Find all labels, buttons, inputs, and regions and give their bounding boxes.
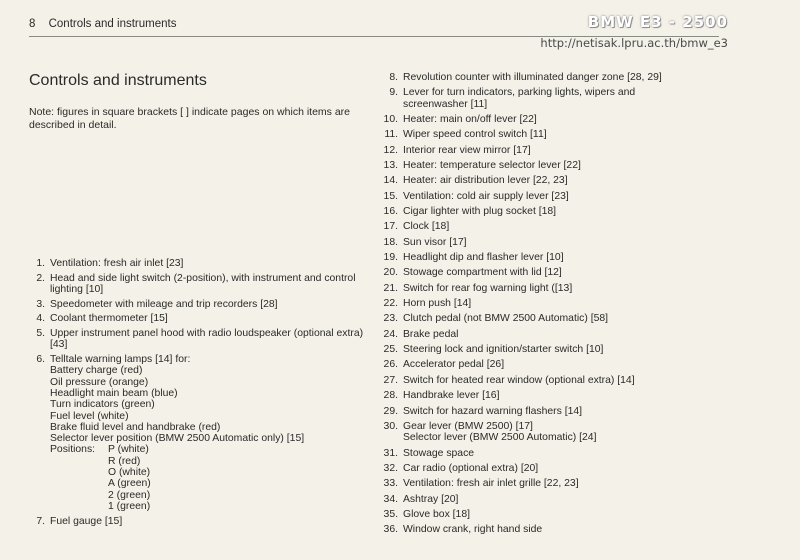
page-title: Controls and instruments — [29, 72, 207, 89]
list-item: 22. Horn push [14] — [383, 298, 472, 310]
list-item: 1. Ventilation: fresh air inlet [23] — [36, 258, 184, 269]
telltale-line: Turn indicators (green) — [50, 399, 155, 411]
page-number: 8 — [29, 18, 36, 30]
telltale-heading: Telltale warning lamps [14] for: — [50, 354, 191, 366]
note-text: Note: figures in square brackets [ ] indicate pages on which items are described in detail. — [29, 106, 350, 131]
list-item: 3. Speedometer with mileage and trip recorders [28] — [36, 298, 278, 310]
right-item-list — [382, 72, 682, 540]
watermark-brand: BMW E3 - 2500 — [587, 13, 728, 31]
telltale-line: Headlight main beam (blue) — [50, 387, 178, 399]
list-item: 5. Upper instrument panel hood with radio loudspeaker (optional extra) [43] — [36, 328, 364, 351]
left-item-list — [29, 258, 369, 530]
telltale-line: Selector lever position (BMW 2500 Automatic only) [15] — [50, 433, 305, 445]
position-value: O (white) — [108, 467, 151, 478]
telltale-line: Brake fluid level and handbrake (red) — [50, 421, 221, 433]
list-item: 2. Head and side light switch (2-position), with instrument and control lighting [10] — [36, 272, 356, 295]
list-item: 15. Ventilation: cold air supply lever [23] — [383, 190, 569, 202]
list-item: 28. Handbrake lever [16] — [383, 390, 500, 402]
list-item: 8. Revolution counter with illuminated danger zone [28, 29] — [389, 72, 662, 83]
telltale-item: 6. Telltale warning lamps [14] for: Battery charge (red) Oil pressure (orange) Headlight main beam (blue) Turn indicators (green) Fuel level (white) Brake fluid level and handbrake (red) Selector lever position (BMW 2500 Automatic only) [15] Positions: P (white) R (red) O (white) A (green) 2 (green) 1 (green) — [29, 354, 369, 512]
list-item: 17. Clock [18] — [383, 221, 450, 233]
list-item: 12. Interior rear view mirror [17] — [383, 144, 531, 156]
list-item: 14. Heater: air distribution lever [22, 23] — [383, 175, 568, 187]
list-item: 7. Fuel gauge [15] — [36, 515, 123, 527]
gear-item: 30. Gear lever (BMW 2500) [17] Selector lever (BMW 2500 Automatic) [24] — [383, 420, 597, 444]
position-value: A (green) — [108, 478, 151, 490]
telltale-line: Fuel level (white) — [50, 410, 129, 422]
list-item: 25. Steering lock and ignition/starter switch [10] — [383, 344, 604, 356]
list-item: 34. Ashtray [20] — [383, 493, 459, 505]
watermark-url: http://netisak.lpru.ac.th/bmw_e3 — [540, 36, 728, 50]
page-header — [29, 18, 176, 30]
list-item: 31. Stowage space — [383, 447, 475, 459]
list-item: 26. Accelerator pedal [26] — [383, 359, 505, 371]
list-item: 18. Sun visor [17] — [383, 236, 467, 248]
list-item: 16. Cigar lighter with plug socket [18] — [383, 206, 557, 218]
list-item: 13. Heater: temperature selector lever [22] — [383, 160, 581, 172]
list-item: 11. Wiper speed control switch [11] — [384, 129, 547, 141]
list-item: 32. Car radio (optional extra) [20] — [383, 462, 539, 474]
list-item: 23. Clutch pedal (not BMW 2500 Automatic) [58] — [383, 313, 609, 325]
list-item: 21. Switch for rear fog warning light ([13] — [383, 282, 573, 294]
positions-row — [50, 444, 369, 455]
list-item: 35. Glove box [18] — [383, 508, 471, 520]
section-title: Controls and instruments — [48, 18, 177, 30]
positions-label: Positions: — [50, 444, 96, 456]
list-item: 20. Stowage compartment with lid [12] — [383, 267, 562, 279]
list-item: 29. Switch for hazard warning flashers [14] — [383, 405, 583, 417]
list-item: 9. Lever for turn indicators, parking lights, wipers and screenwasher [11] — [389, 87, 636, 110]
list-item: 4. Coolant thermometer [15] — [36, 313, 168, 325]
telltale-line: Oil pressure (orange) — [50, 376, 149, 388]
list-item: 36. Window crank, right hand side — [383, 524, 543, 536]
position-value: 2 (green) — [108, 489, 151, 501]
list-item: 24. Brake pedal — [383, 328, 459, 340]
list-item: 33. Ventilation: fresh air inlet grille [22, 23] — [383, 478, 579, 490]
list-item: 10. Heater: main on/off lever [22] — [383, 113, 537, 125]
telltale-line: Battery charge (red) — [50, 365, 143, 377]
position-value: R (red) — [108, 455, 141, 467]
position-value: P (white) — [108, 444, 149, 456]
list-item: 27. Switch for heated rear window (optional extra) [14] — [383, 374, 635, 386]
list-item: 19. Headlight dip and flasher lever [10] — [383, 252, 564, 264]
position-value: 1 (green) — [108, 500, 151, 512]
